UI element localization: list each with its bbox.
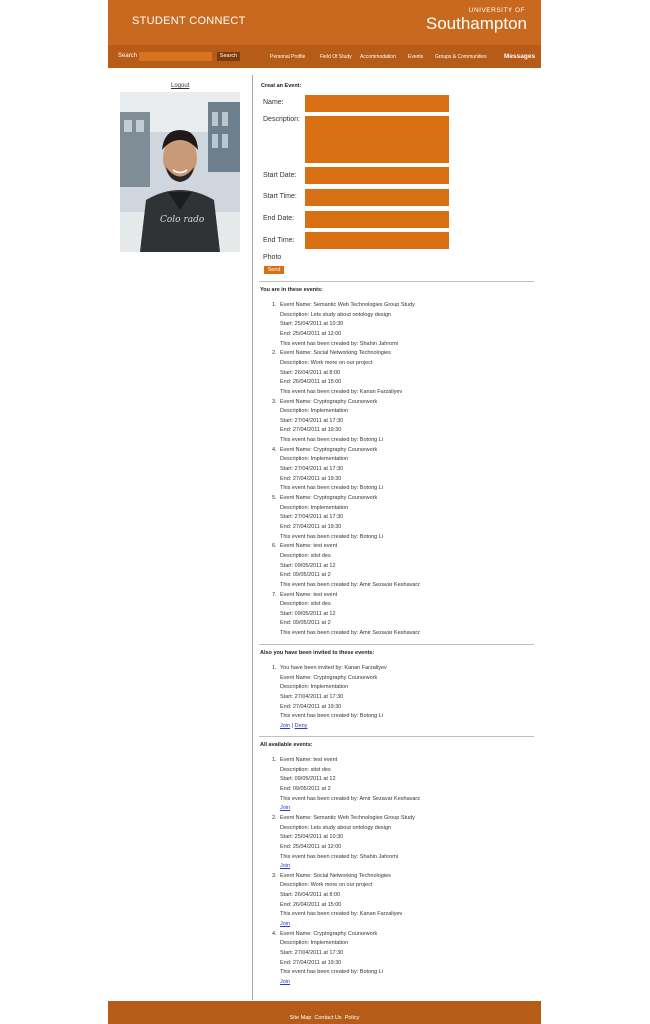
search-input[interactable] (139, 52, 212, 61)
list-item-line: End: 27/04/2011 at 19:30 (280, 703, 342, 710)
list-item-line: Description: sitst des (280, 552, 331, 559)
list-item-line: Description: sitst des (280, 766, 331, 773)
list-item-number: 4. (272, 930, 277, 937)
list-item-line: End: 27/04/2011 at 19:30 (280, 427, 342, 434)
divider-1 (259, 281, 534, 282)
list-item-line: End: 26/04/2011 at 15:00 (280, 901, 342, 908)
deny-link[interactable]: Deny (294, 722, 308, 729)
list-item-line: This event has been created by: Shahin Jahromi (280, 340, 399, 347)
profile-photo (120, 92, 240, 252)
list-item-number: 1. (272, 302, 277, 308)
join-link[interactable]: Join (280, 921, 291, 928)
list-item-line: Start: 09/05/2011 at 12 (280, 776, 336, 783)
end-time-label: End Time: (263, 237, 295, 244)
list-item-line: This event has been created by: Shahin Jahromi (280, 853, 399, 860)
list-item-line: Description: Implementation (280, 504, 349, 511)
join-link[interactable]: Join (280, 805, 291, 812)
list-item-line: Description: Work more on our project (280, 359, 373, 366)
send-button[interactable]: Send (264, 266, 284, 274)
nav-bar (108, 45, 541, 68)
list-item-line: This event has been created by: Amir Sezavar Keshavarz (280, 581, 421, 588)
list-item-actions (280, 921, 290, 927)
list-item-line: End: 09/05/2011 at 2 (280, 572, 331, 579)
list-item-number: 2. (272, 350, 277, 357)
list-item-line: This event has been created by: Amir Sezavar Keshavarz (280, 795, 421, 802)
logout-link[interactable]: Logout (171, 83, 190, 89)
nav-accommodation[interactable]: Accommodation (360, 54, 396, 60)
list-item-number: 3. (272, 398, 277, 405)
nav-messages[interactable]: Messages (504, 53, 536, 60)
list-item-line: Description: Implementation (280, 684, 349, 691)
list-item-line: This event has been created by: Botong Li (280, 437, 384, 444)
jacket-print: Colo rado (160, 215, 205, 225)
list-item-actions (280, 723, 307, 729)
nav-personal-profile[interactable]: Personal Profile (270, 54, 306, 60)
start-date-label: Start Date: (263, 172, 297, 179)
list-item-line: End: 09/05/2011 at 2 (280, 620, 331, 627)
list-item-line: Description: sitst des (280, 601, 331, 608)
footer-contact-us[interactable]: Contact Us (314, 1015, 342, 1021)
list-item-line: Event Name: Cryptography Coursework (280, 495, 378, 501)
list-item-line: You have been invited by: Kanan Farzaliyev (280, 665, 387, 671)
name-label: Name: (263, 99, 284, 106)
divider-3 (259, 736, 534, 737)
in-events-title: You are in these events: (260, 287, 323, 293)
list-item-line: This event has been created by: Botong Li (280, 533, 384, 540)
list-item-line: This event has been created by: Botong Li (280, 969, 384, 976)
list-item-line: Start: 09/05/2011 at 12 (280, 610, 336, 617)
list-item-line: Start: 25/04/2011 at 10:30 (280, 321, 344, 328)
join-link[interactable]: Join (280, 863, 291, 870)
list-item-line: Start: 27/04/2011 at 17:30 (280, 514, 344, 521)
footer-site-map[interactable]: Site Map (289, 1015, 312, 1021)
list-item-number: 2. (272, 814, 277, 821)
list-item-line: End: 25/04/2011 at 12:00 (280, 843, 342, 850)
list-item-line: Event Name: test event (280, 757, 338, 763)
list-item-line: End: 09/05/2011 at 2 (280, 785, 331, 792)
start-time-label: Start Time: (263, 193, 297, 200)
list-item-line: Description: Lets study about ontology design (280, 311, 391, 318)
list-item-line: Event Name: Social Networking Technologies (280, 350, 391, 357)
list-item-number: 6. (272, 543, 277, 550)
divider-2 (259, 644, 534, 645)
list-item-line: End: 25/04/2011 at 12:00 (280, 330, 342, 337)
list-item-line: Start: 27/04/2011 at 17:30 (280, 693, 344, 700)
list-item-line: This event has been created by: Kanan Farzaliyev (280, 911, 403, 918)
list-item-line: Event Name: Cryptography Coursework (280, 446, 378, 453)
list-item-line: Start: 27/04/2011 at 17:30 (280, 950, 344, 956)
footer-links (108, 1015, 541, 1021)
list-item-line: This event has been created by: Botong Li (280, 485, 384, 492)
available-title: All available events: (260, 742, 313, 748)
list-item-line: End: 27/04/2011 at 19:30 (280, 959, 342, 966)
action-separator: | (290, 722, 295, 729)
list-item-line: Event Name: test event (280, 543, 338, 550)
list-item-line: This event has been created by: Kanan Farzaliyev (280, 388, 403, 395)
university-logo (426, 8, 527, 32)
list-item-line: Description: Implementation (280, 408, 349, 415)
list-item-line: Description: Lets study about ontology design (280, 824, 391, 831)
description-label: Description: (263, 116, 300, 123)
list-item-number: 7. (272, 591, 277, 598)
list-item-line: Event Name: Cryptography Coursework (280, 930, 378, 937)
nav-events[interactable]: Events (408, 54, 424, 60)
list-item-line: Start: 26/04/2011 at 8:00 (280, 892, 341, 899)
nav-field-of-study[interactable]: Field Of Study (320, 54, 352, 60)
list-item-line: End: 27/04/2011 at 19:30 (280, 523, 342, 530)
list-item-line: Start: 26/04/2011 at 8:00 (280, 369, 341, 376)
end-date-field[interactable] (305, 211, 449, 228)
invited-title: Also you have been invited to these events: (260, 650, 375, 656)
list-item-actions (280, 979, 290, 985)
list-item-line: Start: 27/04/2011 at 17:30 (280, 417, 344, 424)
list-item-line: Event Name: Cryptography Coursework (280, 674, 378, 681)
join-link[interactable]: Join (280, 978, 291, 985)
list-item-line: Event Name: test event (280, 591, 338, 598)
site-brand: STUDENT CONNECT (132, 15, 246, 27)
list-item-line: Description: Implementation (280, 940, 349, 947)
profile-photo-image (120, 92, 240, 252)
nav-groups-communities[interactable]: Groups & Communities (435, 54, 487, 60)
header-banner (108, 0, 541, 45)
search-button[interactable]: Search (217, 52, 240, 61)
list-item-line: Description: Work more on our project (280, 882, 373, 889)
list-item-line: This event has been created by: Amir Sezavar Keshavarz (280, 630, 421, 637)
list-item-line: Start: 25/04/2011 at 10:30 (280, 834, 344, 841)
list-item-line: Description: Implementation (280, 456, 349, 463)
list-item-line: Event Name: Semantic Web Technologies Group Study (280, 302, 415, 308)
list-item-number: 4. (272, 446, 277, 453)
list-item-line: End: 26/04/2011 at 15:00 (280, 379, 342, 386)
list-item-actions (280, 805, 290, 811)
university-logo-name: Southampton (425, 13, 527, 33)
event-name-field[interactable] (305, 95, 449, 112)
start-time-field[interactable] (305, 189, 449, 206)
list-item-line: End: 27/04/2011 at 19:30 (280, 475, 342, 482)
list-item-line: Start: 09/05/2011 at 12 (280, 562, 336, 569)
list-item-line: This event has been created by: Botong Li (280, 713, 384, 720)
footer-policy[interactable]: Policy (344, 1015, 360, 1021)
list-item-line: Event Name: Cryptography Coursework (280, 398, 378, 405)
list-item-number: 1. (272, 665, 277, 671)
event-description-field[interactable] (305, 116, 449, 163)
university-logo-small: UNIVERSITY OF (468, 7, 525, 14)
list-item-number: 5. (272, 495, 277, 501)
search-label: Search (118, 53, 138, 59)
join-link[interactable]: Join (280, 722, 291, 729)
end-time-field[interactable] (305, 232, 449, 249)
start-date-field[interactable] (305, 167, 449, 184)
list-item-line: Event Name: Social Networking Technologies (280, 872, 391, 879)
list-item-number: 1. (272, 757, 277, 763)
list-item-number: 3. (272, 872, 277, 879)
create-event-title: Creat an Event: (261, 83, 302, 89)
footer (108, 1001, 541, 1024)
end-date-label: End Date: (263, 215, 295, 222)
list-item-actions (280, 863, 290, 869)
list-item-line: Start: 27/04/2011 at 17:30 (280, 466, 344, 473)
photo-label: Photo (263, 254, 282, 261)
column-divider (252, 75, 253, 1000)
list-item-line: Event Name: Semantic Web Technologies Group Study (280, 814, 415, 821)
page (108, 0, 541, 1024)
